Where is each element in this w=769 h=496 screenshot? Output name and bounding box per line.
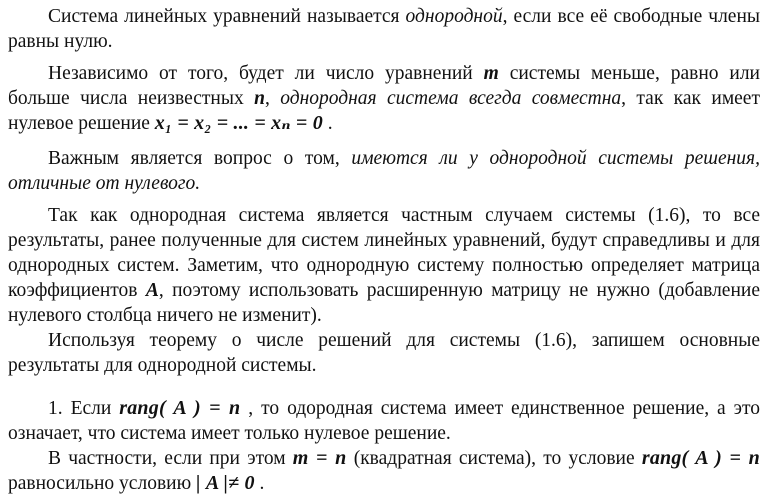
text: Используя теорему о числе решений для системы (1.6), запишем основные результаты для однородной системы. xyxy=(8,330,760,376)
text: равносильно условию xyxy=(8,473,197,494)
text: 1. Если xyxy=(48,398,120,419)
formula-determinant-nonzero: | A |≠ 0 xyxy=(196,472,255,494)
emphasis-nonzero-solutions: имеются ли у однородной системы решения, отличные от нулевого. xyxy=(8,148,760,194)
formula-zero-solution: x₁ = x₂ = ... = xₙ = 0 xyxy=(154,112,323,134)
text: . xyxy=(322,113,333,134)
text: (квадратная система), то условие xyxy=(346,448,642,469)
text: Важным является вопрос о том, xyxy=(48,148,352,169)
paragraph-consistency xyxy=(8,61,760,136)
text: , так как имеет нулевое решение xyxy=(8,88,760,134)
paragraph-theorem-intro xyxy=(8,328,760,378)
document-page xyxy=(8,4,760,496)
paragraph-result-1 xyxy=(8,396,760,446)
text: В частности, если при этом xyxy=(48,448,293,469)
text: системы меньше, равно или больше числа неизвестных xyxy=(8,63,760,109)
term-homogeneous: однородной xyxy=(405,6,503,27)
formula-m-equals-n: m = n xyxy=(292,447,347,469)
paragraph-question xyxy=(8,146,760,196)
paragraph-definition xyxy=(8,4,760,54)
formula-rank-equals-n: rang( A ) = n xyxy=(641,447,760,469)
text: Система линейных уравнений называется xyxy=(48,6,406,27)
formula-rank-equals-n: rang( A ) = n xyxy=(119,397,241,419)
text: , то одородная система имеет единственное решение, а это означает, что система имеет только нулевое решение. xyxy=(8,398,761,444)
text: , xyxy=(264,88,281,109)
paragraph-special-case xyxy=(8,203,760,328)
math-n: n xyxy=(254,88,265,109)
text: Так как однородная система является частным случаем системы (1.6), то все результаты, ранее полученные для систем линейных уравнений, будут справедливы и для однородных систем. Заметим, что однородную систему полностью определяет матрица коэффициентов xyxy=(8,205,760,301)
text: , поэтому использовать расширенную матрицу не нужно (добавление нулевого столбца ничего не изменит). xyxy=(8,280,760,326)
text: , если все её свободные члены равны нулю. xyxy=(8,6,760,52)
emphasis-always-consistent: однородная система всегда совместна xyxy=(280,88,622,109)
math-m: m xyxy=(483,63,499,84)
text: Независимо от того, будет ли число уравнений xyxy=(48,63,484,84)
text: . xyxy=(254,473,265,494)
math-A: A xyxy=(145,280,159,301)
paragraph-square-system xyxy=(8,446,760,496)
